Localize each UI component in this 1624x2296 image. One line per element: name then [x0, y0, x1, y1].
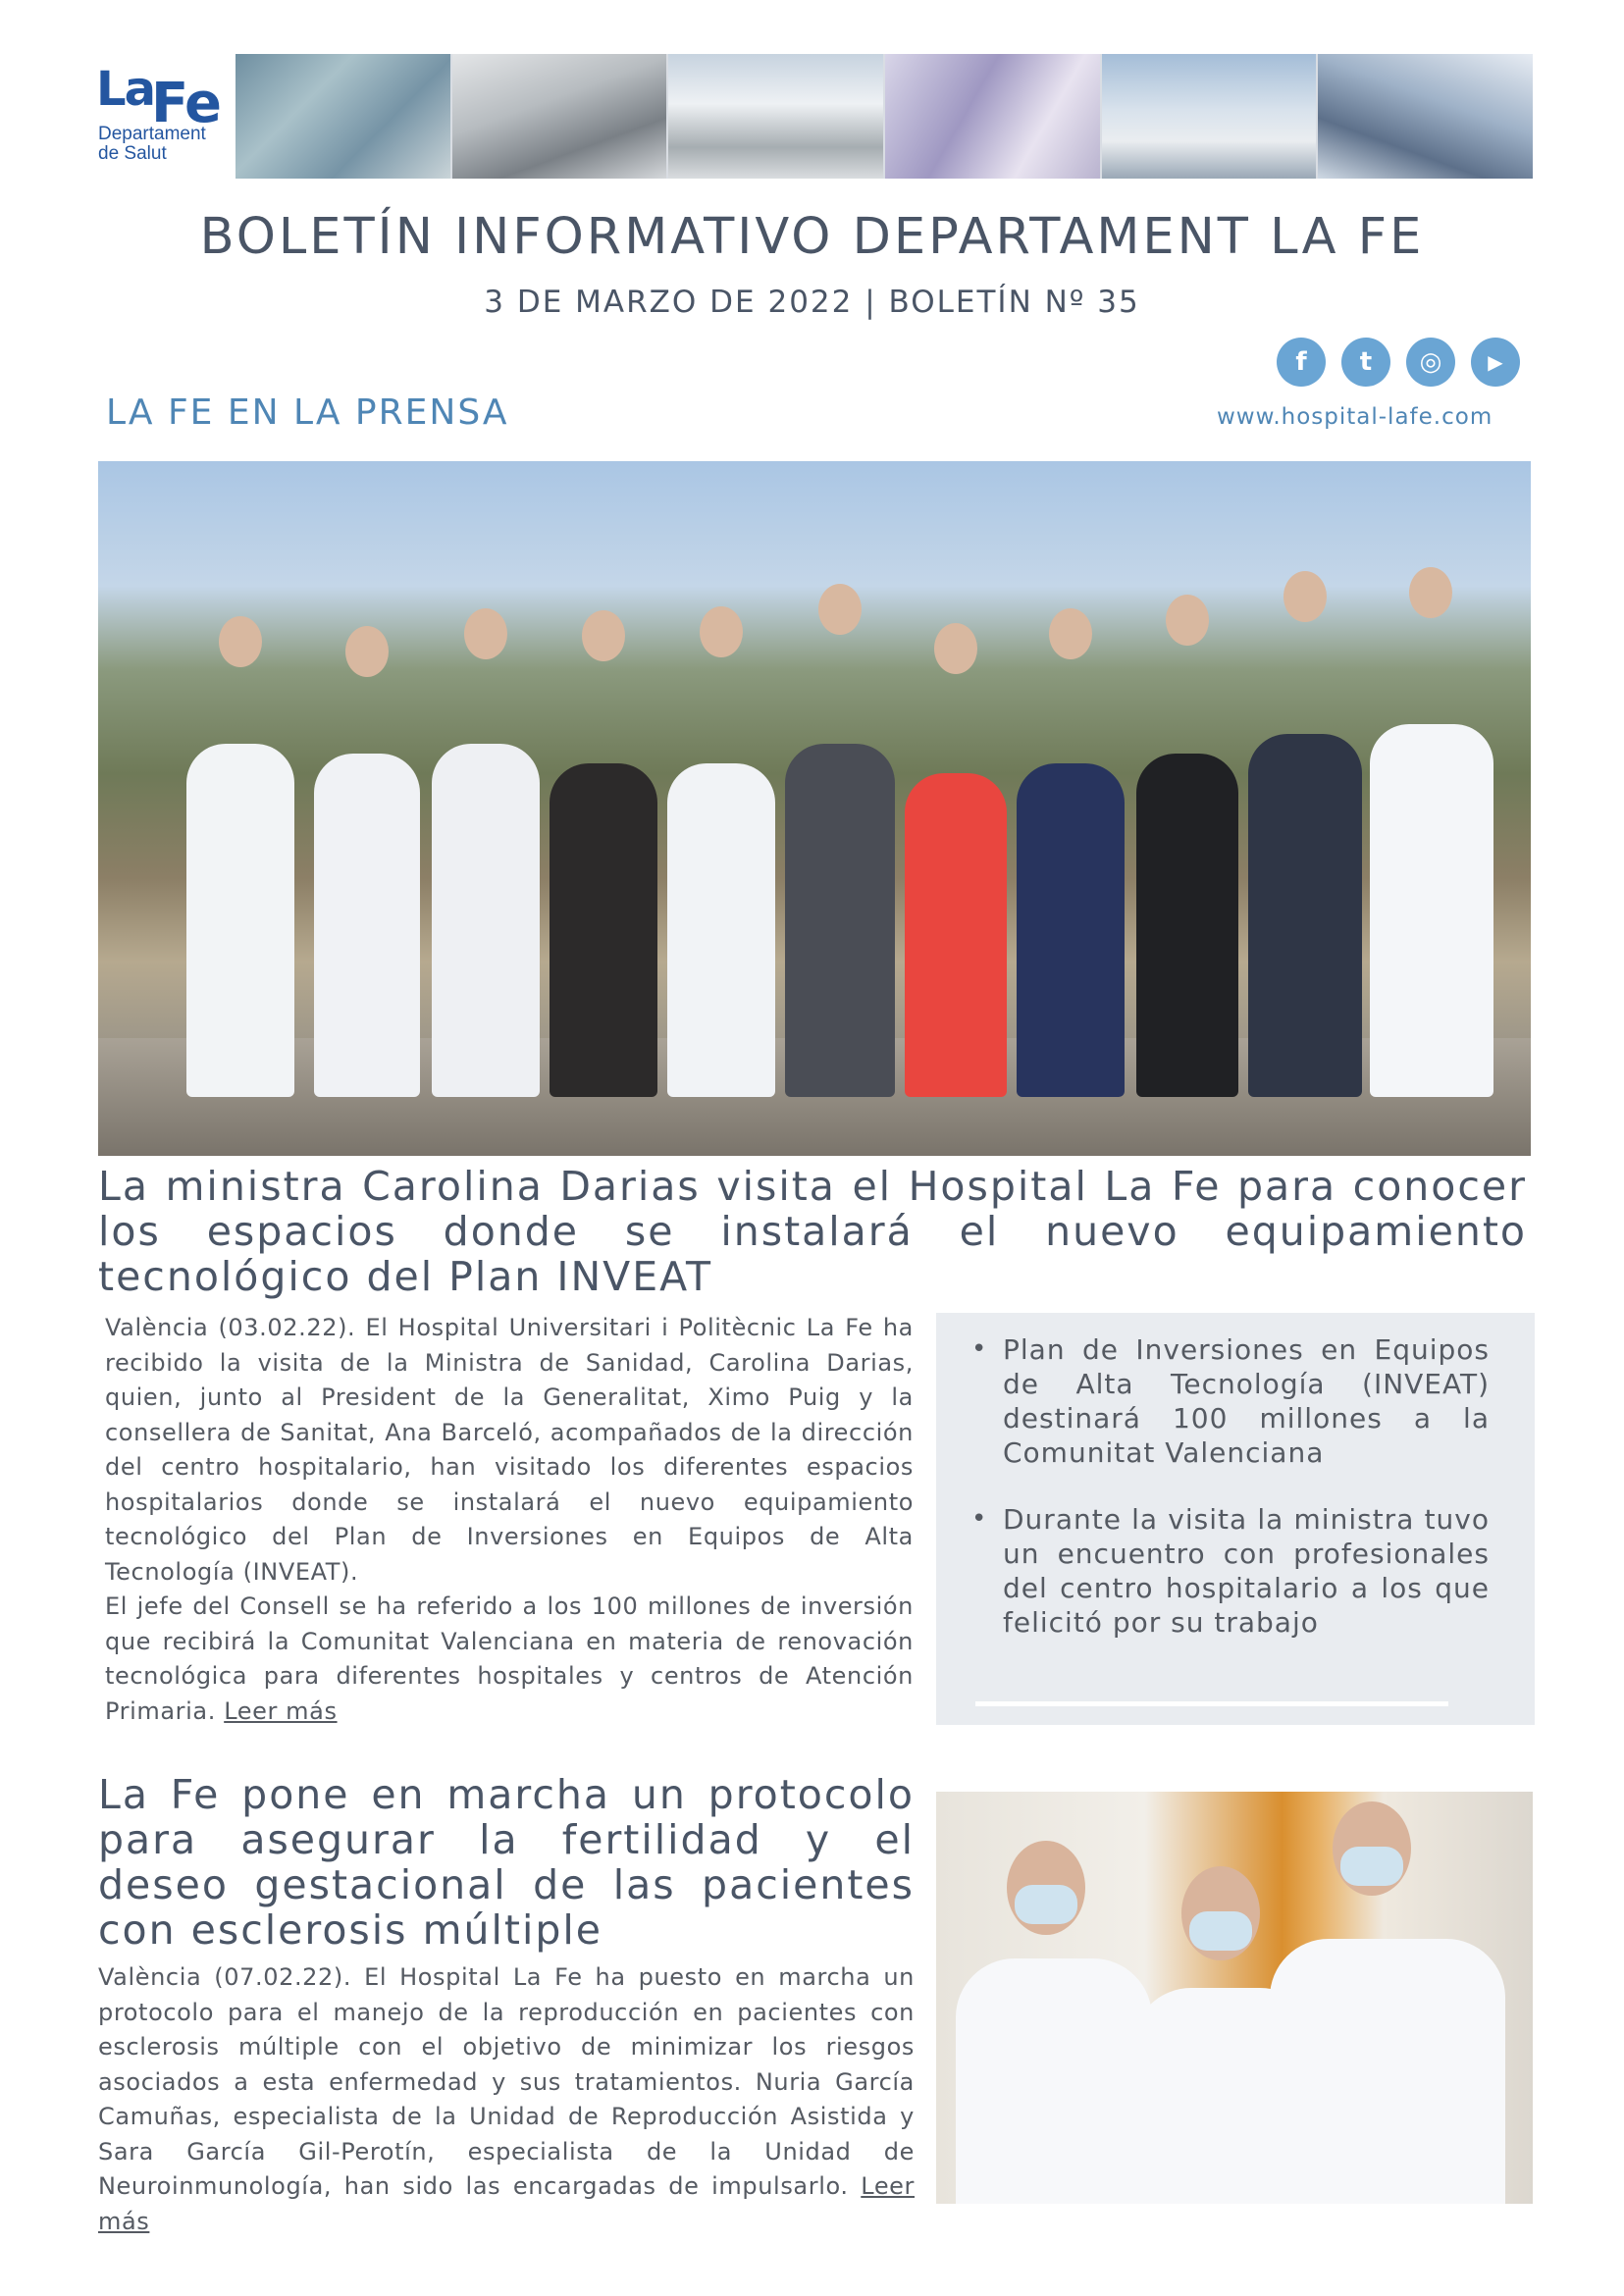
article2-body [98, 1960, 915, 2239]
website-link[interactable]: www.hospital-lafe.com [1217, 404, 1493, 430]
department-logo [79, 54, 236, 182]
photo-mask [1015, 1885, 1077, 1924]
banner-photo-hospital [1102, 54, 1319, 179]
photo-person [550, 763, 657, 1097]
youtube-icon[interactable]: ▶ [1471, 338, 1520, 387]
article2-read-more-link[interactable]: Leer más [98, 2172, 916, 2235]
highlight-item: • Plan de Inversiones en Equipos de Alta Tecnología (INVEAT) destinará 100 millones a la Comunitat Valenciana [960, 1332, 1490, 1470]
twitter-icon[interactable]: t [1341, 338, 1390, 387]
photo-person [785, 744, 895, 1097]
article1-paragraph-text: El jefe del Consell se ha referido a los 100 millones de inversión que recibirá la Comunitat Valenciana en materia de renovación tecnológica para diferentes hospitales y centros de Atención Primaria. [105, 1592, 914, 1725]
logo-department [98, 125, 206, 164]
photo-person [1017, 763, 1125, 1097]
newsletter-title: BOLETÍN INFORMATIVO DEPARTAMENT LA FE [199, 208, 1425, 266]
newsletter-date: 3 DE MARZO DE 2022 | BOLETÍN Nº 35 [484, 285, 1140, 320]
logo-fe: Fe [151, 72, 220, 135]
photo-head [1409, 567, 1452, 618]
banner-photo-building [668, 54, 885, 179]
article1-body [105, 1311, 914, 1729]
banner-photo-lab [885, 54, 1102, 179]
photo-head [700, 606, 743, 657]
highlights-divider [975, 1701, 1448, 1706]
article1-photo [98, 461, 1531, 1156]
photo-person [1136, 754, 1238, 1097]
banner-photo-surgery [236, 54, 452, 179]
highlights-list [960, 1332, 1490, 1640]
photo-head [1166, 595, 1209, 646]
photo-person [1370, 724, 1493, 1097]
photo-head [464, 608, 507, 659]
facebook-icon[interactable]: f [1277, 338, 1326, 387]
photo-head [1283, 571, 1327, 622]
article1-headline: La ministra Carolina Darias visita el Hospital La Fe para conocer los espacios donde se instalará el nuevo equipamiento tecnológico del Plan INVEAT [98, 1163, 1527, 1300]
header-photo-banner [236, 54, 1533, 179]
article1-paragraph [105, 1590, 914, 1729]
logo-la: La [96, 62, 154, 117]
photo-person [956, 1958, 1152, 2204]
photo-mask [1340, 1847, 1403, 1886]
logo-department-line1: Departament [98, 124, 206, 144]
article1-highlights-box [936, 1313, 1535, 1725]
article2-headline: La Fe pone en marcha un protocolo para asegurar la fertilidad y el deseo gestacional de las pacientes con esclerosis múltiple [98, 1771, 915, 1954]
photo-person [186, 744, 294, 1097]
photo-person [905, 773, 1007, 1097]
photo-person [314, 754, 420, 1097]
photo-person [432, 744, 540, 1097]
photo-person [1248, 734, 1362, 1097]
article1-paragraph: València (03.02.22). El Hospital Universitari i Politècnic La Fe ha recibido la visita de la Ministra de Sanidad, Carolina Darias, quien, junto al President de la Generalitat, Ximo Puig y la consellera de Sanitat, Ana Barceló, acompañados de la dirección del centro hospitalario, han visitado los diferentes espacios hospitalarios donde se instalará el nuevo equipamiento tecnológico del Plan de Inversiones en Equipos de Alta Tecnología (INVEAT). [105, 1314, 914, 1586]
banner-photo-keyboard [452, 54, 669, 179]
photo-person [1270, 1939, 1505, 2204]
photo-person [667, 763, 775, 1097]
photo-head [345, 626, 389, 677]
photo-head [1049, 608, 1092, 659]
photo-head [582, 610, 625, 661]
photo-head [818, 584, 862, 635]
logo-department-line2: de Salut [98, 143, 167, 164]
photo-head [219, 616, 262, 667]
photo-head [934, 623, 977, 674]
section-heading: LA FE EN LA PRENSA [106, 392, 509, 433]
instagram-icon[interactable]: ◎ [1406, 338, 1455, 387]
article1-read-more-link[interactable]: Leer más [224, 1696, 338, 1725]
article2-paragraph [98, 1960, 915, 2239]
article2-paragraph-text: València (07.02.22). El Hospital La Fe ha puesto en marcha un protocolo para el manejo de la reproducción en pacientes con esclerosis múltiple con el objetivo de minimizar los riesgos asociados a esta enfermedad y sus tratamientos. Nuria García Camuñas, especialista de la Unidad de Reproducción Asistida y Sara García Gil-Perotín, especialista de la Unidad de Neuroinmunología, han sido las encargadas de impulsarlo. [98, 1963, 915, 2200]
article2-photo [936, 1792, 1533, 2204]
highlight-item: • Durante la visita la ministra tuvo un encuentro con profesionales del centro hospitalario a los que felicitó por su trabajo [960, 1502, 1490, 1640]
banner-photo-research [1318, 54, 1533, 179]
photo-mask [1189, 1911, 1252, 1951]
